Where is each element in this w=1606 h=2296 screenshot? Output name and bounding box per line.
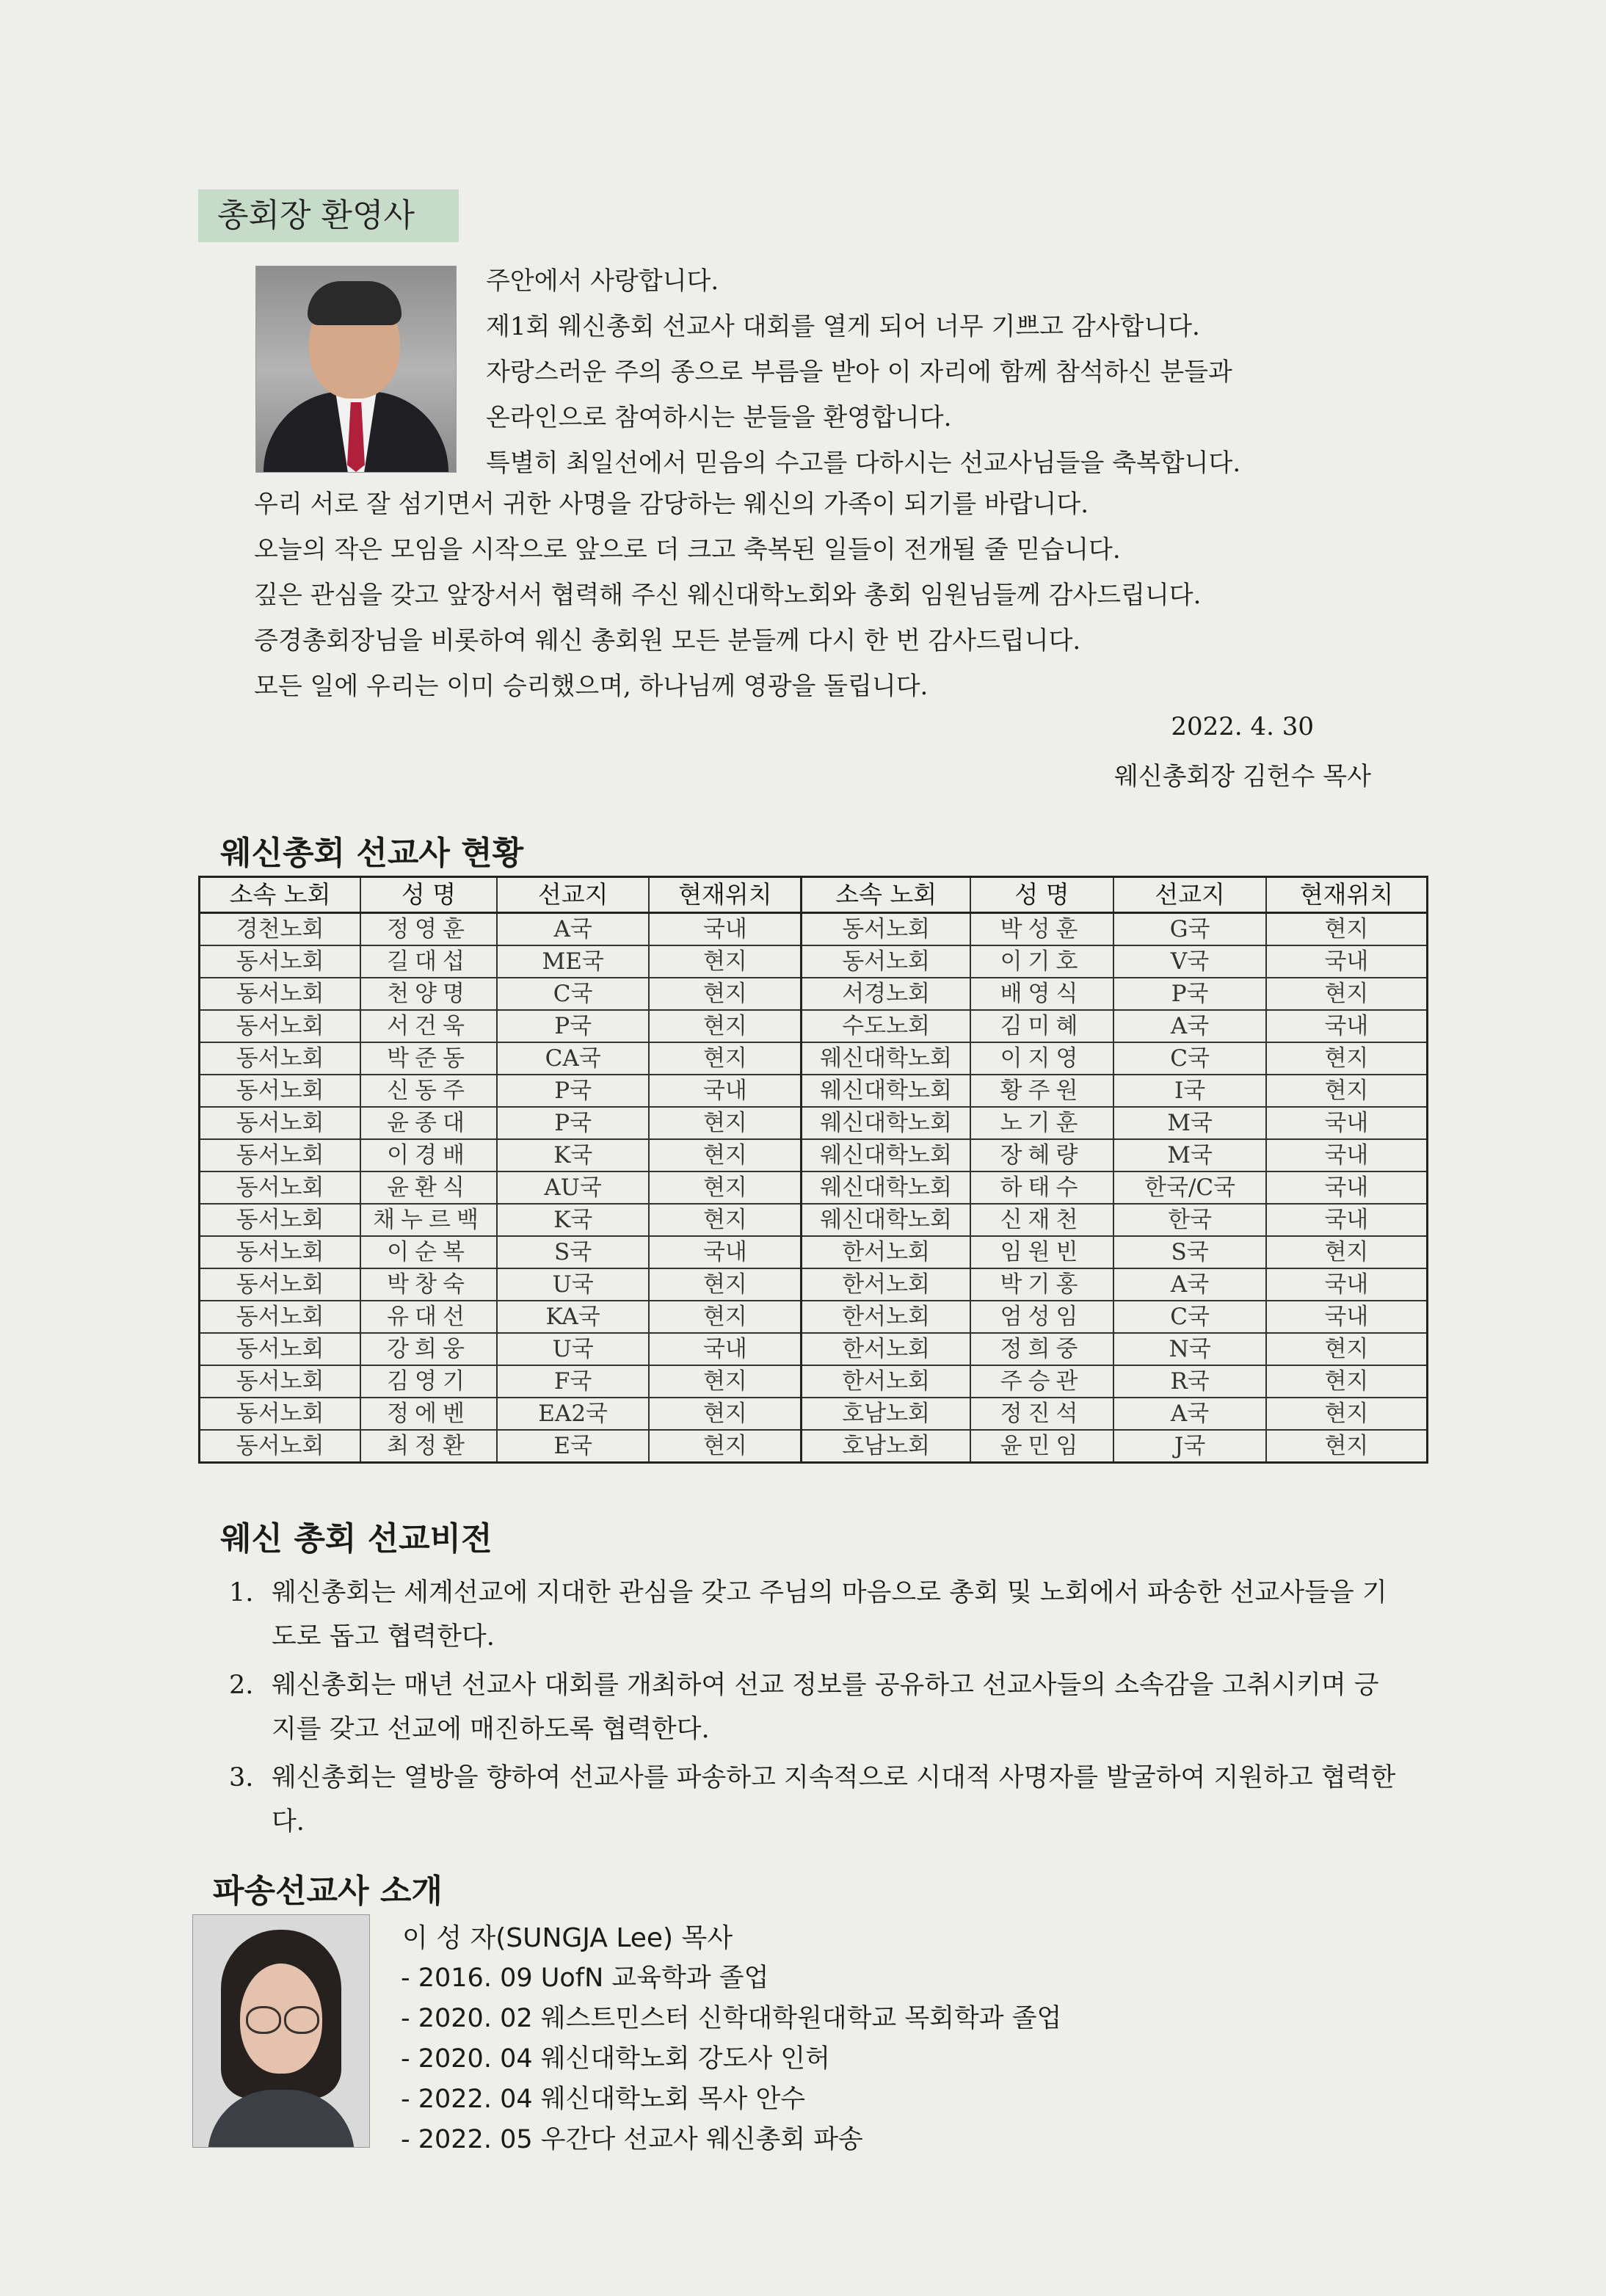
cell-presbytery: 동서노회 <box>200 1236 361 1268</box>
roster-title: 웨신총회 선교사 현황 <box>220 835 524 872</box>
welcome-line: 제1회 웨신총회 선교사 대회를 열게 되어 너무 기쁘고 감사합니다. <box>486 312 1200 341</box>
cell-mission-field: KA국 <box>497 1301 649 1333</box>
photo-glasses-shape <box>284 2006 319 2034</box>
cell-location: 현지 <box>1266 1236 1428 1268</box>
cell-name: 이순복 <box>360 1236 497 1268</box>
welcome-line: 우리 서로 잘 섬기면서 귀한 사명을 감당하는 웨신의 가족이 되기를 바랍니다. <box>254 490 1089 519</box>
cell-name: 노기훈 <box>970 1107 1114 1139</box>
cell-name: 박창숙 <box>360 1268 497 1301</box>
cell-presbytery: 동서노회 <box>200 1365 361 1398</box>
cell-name: 신재천 <box>970 1204 1114 1236</box>
vision-item-text: 웨신총회는 열방을 향하여 선교사를 파송하고 지속적으로 시대적 사명자를 발굴하여 지원하고 협력한다. <box>272 1763 1396 1837</box>
photo-hair-shape <box>308 281 402 325</box>
welcome-line: 오늘의 작은 모임을 시작으로 앞으로 더 크고 축복된 일들이 전개될 줄 믿습니다. <box>254 535 1121 564</box>
cell-presbytery: 동서노회 <box>200 1010 361 1042</box>
vision-item-text: 웨신총회는 세계선교에 지대한 관심을 갖고 주님의 마음으로 총회 및 노회에서 파송한 선교사들을 기도로 돕고 협력한다. <box>272 1578 1387 1652</box>
cell-presbytery: 동서노회 <box>200 1301 361 1333</box>
cell-name: 강희웅 <box>360 1333 497 1365</box>
cell-mission-field: AU국 <box>497 1171 649 1204</box>
cell-mission-field: 한국 <box>1113 1204 1266 1236</box>
photo-glasses-shape <box>246 2006 281 2034</box>
cell-mission-field: C국 <box>1113 1042 1266 1075</box>
cell-mission-field: CA국 <box>497 1042 649 1075</box>
cell-location: 국내 <box>649 913 802 946</box>
cell-mission-field: 한국/C국 <box>1113 1171 1266 1204</box>
cell-mission-field: A국 <box>1113 1398 1266 1430</box>
welcome-lines-full <box>254 482 1201 709</box>
cell-location: 현지 <box>1266 1042 1428 1075</box>
cell-name: 김영기 <box>360 1365 497 1398</box>
cell-name: 유대선 <box>360 1301 497 1333</box>
table-row <box>200 1430 1428 1463</box>
cell-mission-field: C국 <box>497 978 649 1010</box>
cell-presbytery: 동서노회 <box>200 1398 361 1430</box>
cell-mission-field: R국 <box>1113 1365 1266 1398</box>
cell-mission-field: P국 <box>497 1107 649 1139</box>
cell-location: 현지 <box>1266 1430 1428 1463</box>
table-row <box>200 1204 1428 1236</box>
cell-presbytery: 한서노회 <box>802 1301 970 1333</box>
cell-name: 정희중 <box>970 1333 1114 1365</box>
cell-name: 임원빈 <box>970 1236 1114 1268</box>
cell-location: 현지 <box>649 945 802 978</box>
cell-name: 박기홍 <box>970 1268 1114 1301</box>
cell-name: 박준동 <box>360 1042 497 1075</box>
cell-presbytery: 웨신대학노회 <box>802 1139 970 1171</box>
career-item: - 2022. 04 웨신대학노회 목사 안수 <box>401 2085 806 2114</box>
cell-location: 국내 <box>1266 1268 1428 1301</box>
roster-body <box>200 913 1428 1463</box>
vision-item-text: 웨신총회는 매년 선교사 대회를 개최하여 선교 정보를 공유하고 선교사들의 소속감을 고취시키며 긍지를 갖고 선교에 매진하도록 협력한다. <box>272 1671 1379 1744</box>
cell-presbytery: 한서노회 <box>802 1236 970 1268</box>
table-row <box>200 1365 1428 1398</box>
welcome-title: 총회장 환영사 <box>198 189 459 242</box>
cell-location: 국내 <box>1266 1301 1428 1333</box>
cell-location: 국내 <box>1266 1107 1428 1139</box>
welcome-line: 자랑스러운 주의 종으로 부름을 받아 이 자리에 함께 참석하신 분들과 <box>486 357 1232 387</box>
cell-presbytery: 호남노회 <box>802 1398 970 1430</box>
header-mission-field: 선교지 <box>1113 877 1266 913</box>
vision-item-number: 2. <box>229 1671 254 1700</box>
cell-mission-field: A국 <box>497 913 649 946</box>
cell-mission-field: A국 <box>1113 1268 1266 1301</box>
cell-presbytery: 동서노회 <box>200 1075 361 1107</box>
cell-mission-field: C국 <box>1113 1301 1266 1333</box>
cell-name: 정에벤 <box>360 1398 497 1430</box>
table-row <box>200 1171 1428 1204</box>
header-mission-field: 선교지 <box>497 877 649 913</box>
cell-presbytery: 동서노회 <box>802 913 970 946</box>
cell-name: 김미혜 <box>970 1010 1114 1042</box>
table-row <box>200 1236 1428 1268</box>
cell-name: 정진석 <box>970 1398 1114 1430</box>
cell-location: 국내 <box>649 1075 802 1107</box>
cell-location: 현지 <box>649 1107 802 1139</box>
cell-location: 현지 <box>1266 978 1428 1010</box>
cell-location: 국내 <box>1266 1139 1428 1171</box>
photo-body-shape <box>208 2090 355 2148</box>
table-row <box>200 1333 1428 1365</box>
cell-name: 하태수 <box>970 1171 1114 1204</box>
cell-location: 국내 <box>1266 1171 1428 1204</box>
cell-mission-field: A국 <box>1113 1010 1266 1042</box>
cell-mission-field: N국 <box>1113 1333 1266 1365</box>
cell-name: 이지영 <box>970 1042 1114 1075</box>
welcome-line: 모든 일에 우리는 이미 승리했으며, 하나님께 영광을 돌립니다. <box>254 672 929 701</box>
president-photo <box>255 266 457 473</box>
cell-mission-field: S국 <box>497 1236 649 1268</box>
cell-mission-field: U국 <box>497 1268 649 1301</box>
cell-presbytery: 동서노회 <box>200 1268 361 1301</box>
cell-presbytery: 서경노회 <box>802 978 970 1010</box>
table-row <box>200 1398 1428 1430</box>
cell-presbytery: 한서노회 <box>802 1333 970 1365</box>
cell-name: 윤환식 <box>360 1171 497 1204</box>
cell-name: 최정환 <box>360 1430 497 1463</box>
cell-presbytery: 웨신대학노회 <box>802 1171 970 1204</box>
cell-location: 현지 <box>649 1042 802 1075</box>
welcome-line: 증경총회장님을 비롯하여 웨신 총회원 모든 분들께 다시 한 번 감사드립니다. <box>254 626 1081 655</box>
welcome-lines-beside-photo <box>486 258 1240 486</box>
welcome-signature: 웨신총회장 김헌수 목사 <box>1113 762 1371 791</box>
cell-mission-field: EA2국 <box>497 1398 649 1430</box>
cell-presbytery: 동서노회 <box>200 945 361 978</box>
cell-location: 국내 <box>1266 1010 1428 1042</box>
cell-location: 현지 <box>649 1268 802 1301</box>
table-row <box>200 1139 1428 1171</box>
table-row <box>200 1107 1428 1139</box>
cell-presbytery: 동서노회 <box>200 1171 361 1204</box>
cell-mission-field: K국 <box>497 1204 649 1236</box>
cell-location: 현지 <box>649 1171 802 1204</box>
missionary-photo <box>192 1914 370 2148</box>
cell-mission-field: ME국 <box>497 945 649 978</box>
cell-name: 황주원 <box>970 1075 1114 1107</box>
cell-presbytery: 웨신대학노회 <box>802 1204 970 1236</box>
cell-presbytery: 동서노회 <box>200 1333 361 1365</box>
cell-presbytery: 웨신대학노회 <box>802 1075 970 1107</box>
vision-list <box>229 1571 1396 1848</box>
cell-presbytery: 경천노회 <box>200 913 361 946</box>
welcome-line: 온라인으로 참여하시는 분들을 환영합니다. <box>486 403 952 432</box>
cell-presbytery: 한서노회 <box>802 1268 970 1301</box>
header-presbytery: 소속 노회 <box>802 877 970 913</box>
cell-mission-field: M국 <box>1113 1107 1266 1139</box>
table-row <box>200 1010 1428 1042</box>
vision-item <box>229 1571 1396 1659</box>
cell-mission-field: P국 <box>497 1075 649 1107</box>
cell-presbytery: 웨신대학노회 <box>802 1042 970 1075</box>
cell-mission-field: K국 <box>497 1139 649 1171</box>
welcome-line: 특별히 최일선에서 믿음의 수고를 다하시는 선교사님들을 축복합니다. <box>486 448 1241 478</box>
vision-item <box>229 1663 1396 1751</box>
table-row <box>200 1301 1428 1333</box>
cell-name: 윤종대 <box>360 1107 497 1139</box>
table-row <box>200 978 1428 1010</box>
cell-location: 현지 <box>649 1204 802 1236</box>
header-location: 현재위치 <box>1266 877 1428 913</box>
vision-title: 웨신 총회 선교비전 <box>220 1520 493 1558</box>
vision-item-number: 3. <box>229 1763 254 1792</box>
cell-name: 장혜량 <box>970 1139 1114 1171</box>
cell-presbytery: 동서노회 <box>200 1430 361 1463</box>
cell-location: 현지 <box>649 1010 802 1042</box>
cell-mission-field: J국 <box>1113 1430 1266 1463</box>
cell-presbytery: 동서노회 <box>200 1139 361 1171</box>
header-presbytery: 소속 노회 <box>200 877 361 913</box>
cell-name: 이기호 <box>970 945 1114 978</box>
cell-location: 현지 <box>649 1398 802 1430</box>
cell-presbytery: 한서노회 <box>802 1365 970 1398</box>
cell-location: 현지 <box>1266 1398 1428 1430</box>
missionary-roster-table <box>198 876 1428 1464</box>
cell-location: 국내 <box>1266 945 1428 978</box>
cell-mission-field: I국 <box>1113 1075 1266 1107</box>
cell-name: 엄성임 <box>970 1301 1114 1333</box>
cell-mission-field: U국 <box>497 1333 649 1365</box>
cell-mission-field: S국 <box>1113 1236 1266 1268</box>
table-row <box>200 1075 1428 1107</box>
cell-name: 신동주 <box>360 1075 497 1107</box>
cell-presbytery: 호남노회 <box>802 1430 970 1463</box>
vision-item <box>229 1756 1396 1844</box>
career-item: - 2016. 09 UofN 교육학과 졸업 <box>401 1963 769 1993</box>
cell-name: 주승관 <box>970 1365 1114 1398</box>
cell-mission-field: V국 <box>1113 945 1266 978</box>
cell-location: 국내 <box>649 1333 802 1365</box>
cell-presbytery: 웨신대학노회 <box>802 1107 970 1139</box>
cell-mission-field: P국 <box>497 1010 649 1042</box>
vision-item-number: 1. <box>229 1578 254 1607</box>
missionary-name: 이 성 자(SUNGJA Lee) 목사 <box>402 1923 733 1953</box>
header-location: 현재위치 <box>649 877 802 913</box>
cell-name: 정영훈 <box>360 913 497 946</box>
cell-presbytery: 동서노회 <box>200 978 361 1010</box>
header-name: 성 명 <box>970 877 1114 913</box>
table-row <box>200 1268 1428 1301</box>
table-row <box>200 945 1428 978</box>
cell-name: 윤민임 <box>970 1430 1114 1463</box>
cell-name: 박성훈 <box>970 913 1114 946</box>
welcome-line: 주안에서 사랑합니다. <box>486 266 719 296</box>
cell-location: 국내 <box>649 1236 802 1268</box>
career-item: - 2022. 05 우간다 선교사 웨신총회 파송 <box>401 2125 863 2154</box>
cell-location: 현지 <box>1266 1333 1428 1365</box>
cell-name: 서건욱 <box>360 1010 497 1042</box>
table-row <box>200 1042 1428 1075</box>
cell-location: 현지 <box>649 1139 802 1171</box>
cell-location: 현지 <box>1266 1075 1428 1107</box>
cell-presbytery: 동서노회 <box>200 1204 361 1236</box>
cell-presbytery: 동서노회 <box>200 1107 361 1139</box>
welcome-date: 2022. 4. 30 <box>1171 712 1314 741</box>
career-item: - 2020. 04 웨신대학노회 강도사 인허 <box>401 2044 830 2074</box>
cell-presbytery: 동서노회 <box>802 945 970 978</box>
cell-name: 이경배 <box>360 1139 497 1171</box>
cell-name: 채누르백 <box>360 1204 497 1236</box>
cell-mission-field: E국 <box>497 1430 649 1463</box>
career-item: - 2020. 02 웨스트민스터 신학대학원대학교 목회학과 졸업 <box>401 2004 1062 2033</box>
cell-name: 천양명 <box>360 978 497 1010</box>
intro-title: 파송선교사 소개 <box>213 1872 443 1910</box>
cell-presbytery: 동서노회 <box>200 1042 361 1075</box>
cell-mission-field: M국 <box>1113 1139 1266 1171</box>
cell-name: 배영식 <box>970 978 1114 1010</box>
cell-location: 현지 <box>1266 1365 1428 1398</box>
cell-location: 현지 <box>1266 913 1428 946</box>
cell-mission-field: G국 <box>1113 913 1266 946</box>
header-name: 성 명 <box>360 877 497 913</box>
cell-mission-field: P국 <box>1113 978 1266 1010</box>
cell-location: 현지 <box>649 1430 802 1463</box>
cell-name: 길대섭 <box>360 945 497 978</box>
welcome-line: 깊은 관심을 갖고 앞장서서 협력해 주신 웨신대학노회와 총회 임원님들께 감사드립니다. <box>254 581 1202 610</box>
cell-location: 현지 <box>649 1365 802 1398</box>
cell-mission-field: F국 <box>497 1365 649 1398</box>
career-list <box>401 1958 1061 2160</box>
table-header-row <box>200 877 1428 913</box>
cell-presbytery: 수도노회 <box>802 1010 970 1042</box>
cell-location: 현지 <box>649 978 802 1010</box>
cell-location: 국내 <box>1266 1204 1428 1236</box>
cell-location: 현지 <box>649 1301 802 1333</box>
table-row <box>200 913 1428 946</box>
